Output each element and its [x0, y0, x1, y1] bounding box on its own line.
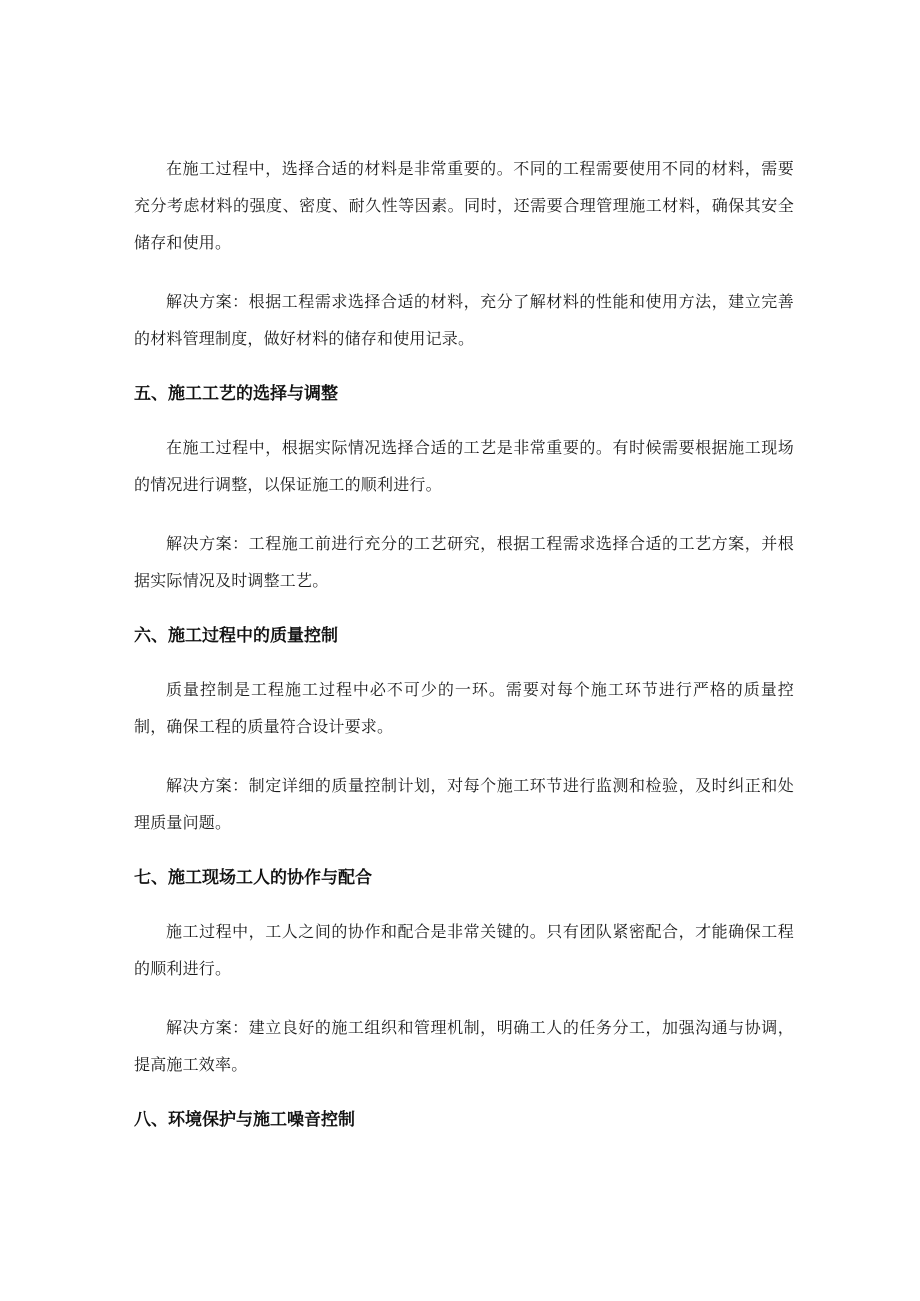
paragraph-process-intro: 在施工过程中，根据实际情况选择合适的工艺是非常重要的。有时候需要根据施工现场的情况进行调整，以保证施工的顺利进行。: [134, 438, 794, 494]
document-body: [134, 150, 794, 1155]
paragraph-quality-solution: 解决方案：制定详细的质量控制计划，对每个施工环节进行监测和检验，及时纠正和处理质量问题。: [134, 776, 794, 832]
heading-section-6: 六、施工过程中的质量控制: [134, 626, 338, 646]
heading-section-7: 七、施工现场工人的协作与配合: [134, 868, 372, 888]
paragraph-cooperation-solution: 解决方案：建立良好的施工组织和管理机制，明确工人的任务分工，加强沟通与协调，提高施工效率。: [134, 1018, 794, 1074]
paragraph-cooperation-intro: 施工过程中，工人之间的协作和配合是非常关键的。只有团队紧密配合，才能确保工程的顺利进行。: [134, 922, 794, 978]
heading-section-5: 五、施工工艺的选择与调整: [134, 384, 338, 404]
paragraph-process-solution: 解决方案：工程施工前进行充分的工艺研究，根据工程需求选择合适的工艺方案，并根据实际情况及时调整工艺。: [134, 534, 794, 590]
heading-section-8: 八、环境保护与施工噪音控制: [134, 1110, 355, 1130]
paragraph-quality-intro: 质量控制是工程施工过程中必不可少的一环。需要对每个施工环节进行严格的质量控制，确保工程的质量符合设计要求。: [134, 680, 794, 736]
paragraph-materials-solution: 解决方案：根据工程需求选择合适的材料，充分了解材料的性能和使用方法，建立完善的材料管理制度，做好材料的储存和使用记录。: [134, 292, 794, 348]
paragraph-materials-intro: 在施工过程中，选择合适的材料是非常重要的。不同的工程需要使用不同的材料，需要充分考虑材料的强度、密度、耐久性等因素。同时，还需要合理管理施工材料，确保其安全储存和使用。: [134, 159, 794, 252]
